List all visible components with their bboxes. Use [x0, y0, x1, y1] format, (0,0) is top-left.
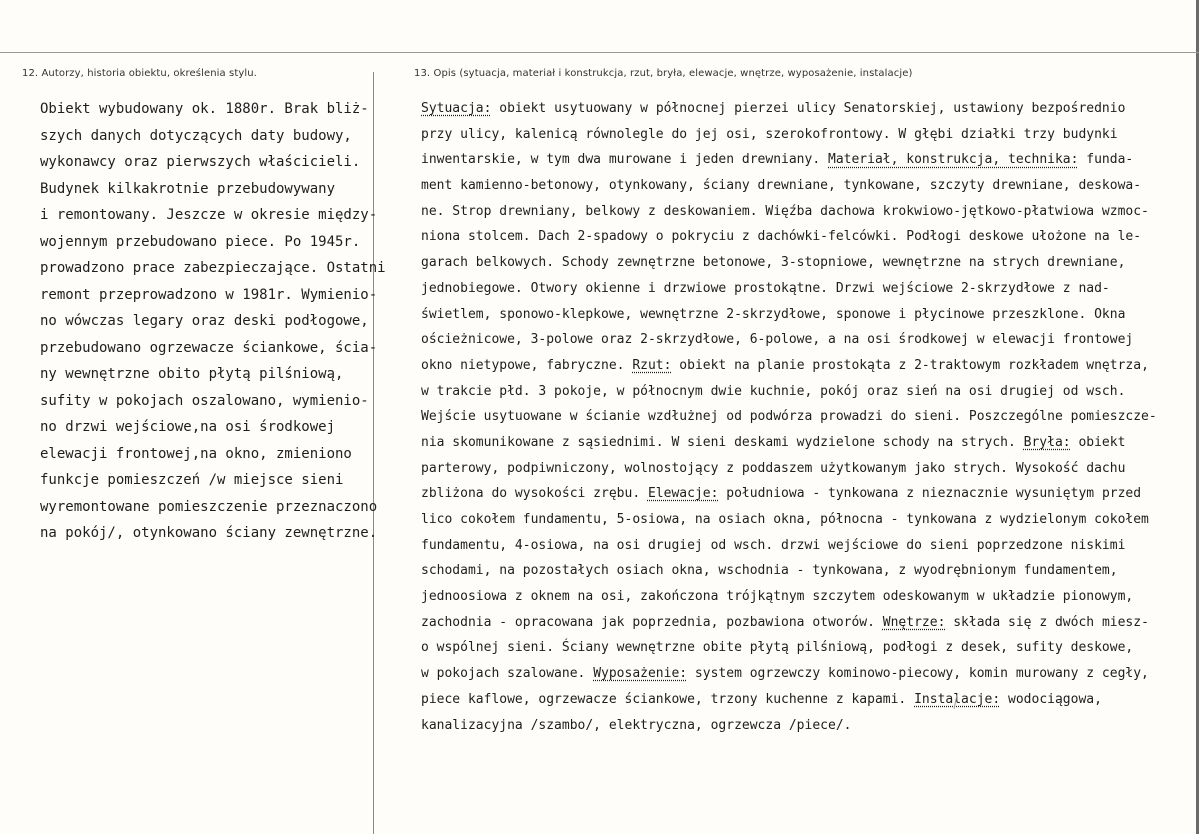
text-segment: zachodnia - opracowana jak poprzednia, pozbawiona otworów.	[421, 614, 883, 630]
text-line	[421, 276, 1195, 302]
text-segment: w pokojach szalowane.	[421, 666, 594, 682]
text-segment: ościeżnicowe, 3-polowe oraz 2-skrzydłowe, 6-polowe, a na osi środkowej w elewacji frontowej	[421, 332, 1134, 348]
text-line	[421, 224, 1195, 250]
section-heading: Elewacje:	[647, 486, 719, 502]
text-line: no wówczas legary oraz deski podłogowe,	[40, 313, 369, 329]
text-line	[421, 302, 1195, 328]
text-segment: ment kamienno-betonowy, otynkowany, ściany drewniane, tynkowane, szczyty drewniane, deskowa-	[421, 178, 1142, 194]
top-rule	[0, 52, 1199, 53]
text-segment: świetlem, sponowo-klepkowe, wewnętrzne 2-skrzydłowe, sponowe i płycinowe przeszklone. Okna	[421, 306, 1126, 322]
text-segment: schodami, na pozostałych osiach okna, wschodnia - tynkowana, z wyodrębnionym fundamentem,	[421, 563, 1118, 579]
text-line: wyremontowane pomieszczenie przeznaczono	[40, 498, 378, 515]
text-segment: niona stolcem. Dach 2-spadowy o pokryciu z dachówki-felcówki. Podłogi deskowe ułożone na le-	[421, 229, 1142, 245]
section-heading: Materiał, konstrukcja, technika:	[828, 152, 1079, 168]
text-segment: Wejście usytuowane w ścianie wzdłużnej od podwórza prowadzi do sieni. Poszczególne pomieszcze-	[421, 409, 1157, 425]
text-line	[421, 687, 1195, 713]
text-segment: ne. Strop drewniany, belkowy z deskowaniem. Więźba dachowa krokwiowo-jętkowo-płatwiowa wzmoc-	[421, 203, 1149, 219]
text-line	[421, 713, 1195, 739]
text-line: szych danych dotyczących daty budowy,	[40, 127, 352, 144]
text-segment: zbliżona do wysokości zrębu.	[421, 486, 648, 502]
text-segment: garach belkowych. Schody zewnętrzne betonowe, 3-stopniowe, wewnętrzne na strych drewniane,	[421, 255, 1126, 271]
text-line	[421, 430, 1195, 456]
section-heading: Wyposażenie:	[593, 666, 688, 682]
section-heading: Instalacje:	[914, 691, 1001, 707]
text-line: funkcje pomieszczeń /w miejsce sieni	[40, 472, 344, 488]
text-segment: o wspólnej sieni. Ściany wewnętrzne obite płytą pilśniową, podłogi z desek, sufity deskowe,	[421, 640, 1134, 656]
section-13-header: 13. Opis (sytuacja, materiał i konstrukcja, rzut, bryła, elewacje, wnętrze, wyposażenie, instalacje)	[414, 68, 913, 79]
text-segment: składa się z dwóch miesz-	[945, 614, 1149, 630]
text-segment: obiekt na planie prostokąta z 2-traktowym rozkładem wnętrza,	[671, 357, 1149, 373]
text-segment: kanalizacyjna /szambo/, elektryczna, ogrzewcza /piece/.	[421, 717, 852, 733]
section-heading: Wnętrze:	[882, 614, 946, 630]
text-line: Budynek kilkakrotnie przebudowywany	[40, 180, 336, 197]
text-segment: inwentarskie, w tym dwa murowane i jeden drewniany.	[421, 152, 828, 168]
text-line	[421, 147, 1195, 173]
history-text	[40, 96, 386, 547]
text-line: wykonawcy oraz pierwszych właścicieli.	[40, 154, 361, 170]
section-heading: Sytuacja:	[421, 101, 492, 116]
text-line: i remontowany. Jeszcze w okresie między-	[40, 207, 378, 223]
text-line: wojennym przebudowano piece. Po 1945r.	[40, 233, 361, 250]
text-line	[421, 635, 1195, 661]
text-line: sufity w pokojach oszalowano, wymienio-	[40, 392, 369, 409]
text-segment: nia skomunikowane z sąsiednimi. W sieni deskami wydzielone schody na strych.	[421, 434, 1024, 450]
text-segment: południowa - tynkowana z nieznacznie wysuniętym przed	[718, 486, 1142, 502]
text-line	[421, 327, 1195, 353]
text-segment: jednobiegowe. Otwory okienne i drzwiowe prostokątne. Drzwi wejściowe 2-skrzydłowe z nad-	[421, 280, 1110, 296]
text-line: no drzwi wejściowe,na osi środkowej	[40, 419, 336, 435]
column-divider	[373, 72, 374, 834]
text-line	[421, 404, 1195, 430]
section-heading: Bryła:	[1023, 434, 1071, 450]
text-line	[421, 250, 1195, 276]
text-line	[421, 584, 1195, 610]
text-segment: lico cokołem fundamentu, 5-osiowa, na osiach okna, północna - tynkowana z wydzielonym cokołem	[421, 512, 1149, 527]
text-line	[421, 379, 1195, 405]
text-line	[421, 122, 1195, 148]
description-text	[421, 96, 1195, 738]
text-line	[421, 558, 1195, 584]
text-segment: okno nietypowe, fabryczne.	[421, 357, 633, 373]
section-12-header: 12. Autorzy, historia obiektu, określenia stylu.	[22, 68, 257, 79]
text-segment: jednoosiowa z oknem na osi, zakończona trójkątnym szczytem odeskowanym w układzie pionowym,	[421, 589, 1134, 605]
text-line	[421, 199, 1195, 225]
text-line: na pokój/, otynkowano ściany zewnętrzne.	[40, 525, 378, 541]
text-line: ny wewnętrzne obito płytą pilśniową,	[40, 366, 344, 382]
text-segment: wodociągowa,	[1000, 691, 1102, 707]
text-line: remont przeprowadzono w 1981r. Wymienio-	[40, 286, 378, 303]
text-line: elewacji frontowej,na okno, zmieniono	[40, 445, 352, 462]
text-segment: system ogrzewczy kominowo-piecowy, komin murowany z cegły,	[687, 666, 1149, 682]
text-line	[421, 456, 1195, 482]
text-line	[421, 507, 1195, 533]
section-heading: Rzut:	[632, 357, 672, 373]
text-segment: obiekt usytuowany w północnej pierzei ulicy Senatorskiej, ustawiony bezpośrednio	[491, 101, 1126, 116]
text-segment: parterowy, podpiwniczony, wolnostojący z poddaszem użytkowanym jako strych. Wysokość dachu	[421, 460, 1126, 476]
text-line	[421, 533, 1195, 559]
text-line: przebudowano ogrzewacze ściankowe, ścia-	[40, 339, 378, 356]
text-segment: w trakcie płd. 3 pokoje, w północnym dwie kuchnie, pokój oraz sień na osi drugiej od wsch.	[421, 383, 1126, 399]
text-line	[421, 661, 1195, 687]
text-line: Obiekt wybudowany ok. 1880r. Brak bliż-	[40, 101, 369, 117]
text-segment: fundamentu, 4-osiowa, na osi drugiej od wsch. drzwi wejściowe do sieni poprzedzone niskimi	[421, 537, 1126, 553]
text-segment: funda-	[1078, 152, 1134, 168]
text-line	[421, 96, 1195, 122]
text-segment: obiekt	[1070, 434, 1126, 450]
text-line	[421, 353, 1195, 379]
text-segment: przy ulicy, kalenicą równolegle do jej osi, szerokofrontowy. W głębi działki trzy budynki	[421, 126, 1118, 142]
text-segment: piece kaflowe, ogrzewacze ściankowe, trzony kuchenne z kapami.	[421, 691, 915, 707]
text-line: prowadzono prace zabezpieczające. Ostatni	[40, 260, 386, 276]
text-line	[421, 173, 1195, 199]
text-line	[421, 610, 1195, 636]
text-line	[421, 481, 1195, 507]
